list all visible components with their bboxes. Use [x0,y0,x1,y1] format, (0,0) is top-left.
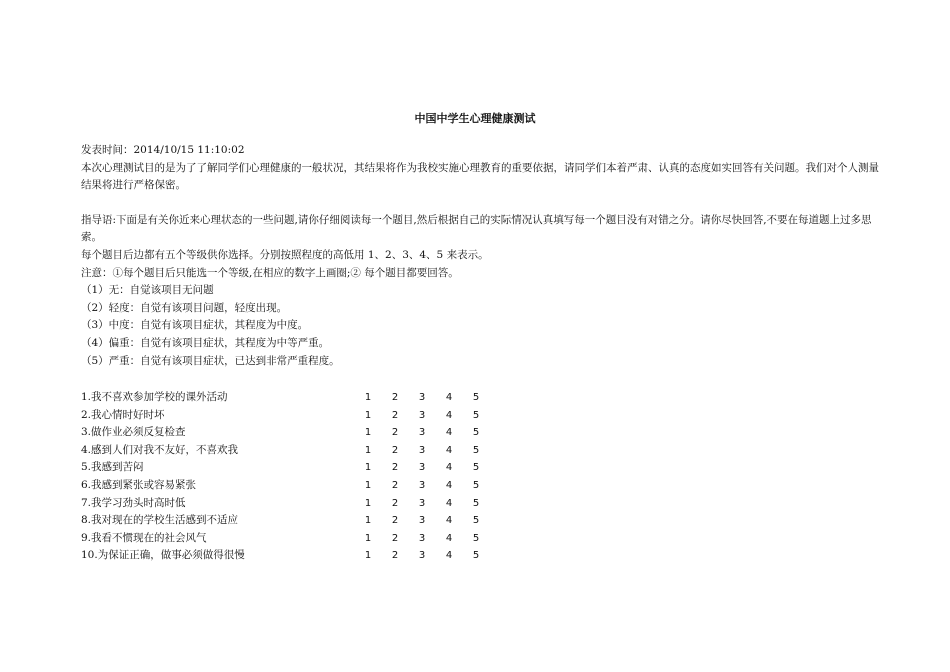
question-row [81,530,501,548]
score-option-5[interactable]: 5 [472,515,480,527]
score-option-3[interactable]: 3 [418,532,426,544]
guide-paragraph: 指导语:下面是有关你近来心理状态的一些问题,请你仔细阅读每一个题目,然后根据自己的实际情况认真填写每一个题目没有对错之分。请你尽快回答,不要在每道题上过多思索。 [81,213,872,244]
score-option-3[interactable]: 3 [418,550,426,562]
score-option-2[interactable]: 2 [391,409,399,421]
score-option-4[interactable]: 4 [445,532,453,544]
score-option-3[interactable]: 3 [418,515,426,527]
score-option-2[interactable]: 2 [391,515,399,527]
score-option-3[interactable]: 3 [418,427,426,439]
score-option-5[interactable]: 5 [472,444,480,456]
level-4: （4）偏重：自觉有该项目症状，其程度为中等严重。 [81,336,330,349]
question-text: 6.我感到紧张或容易紧张 [81,478,197,491]
score-option-4[interactable]: 4 [445,550,453,562]
score-option-5[interactable]: 5 [472,479,480,491]
score-option-2[interactable]: 2 [391,550,399,562]
question-text: 4.感到人们对我不友好，不喜欢我 [81,443,239,456]
score-option-1[interactable]: 1 [364,550,372,562]
score-option-3[interactable]: 3 [418,497,426,509]
intro-paragraph: 本次心理测试目的是为了了解同学们心理健康的一般状况，其结果将作为我校实施心理教育的重要依据，请同学们本着严肃、认真的态度如实回答有关问题。我们对个人测量结果将进行严格保密。 [81,161,879,192]
question-row [81,495,501,513]
question-row [81,407,501,425]
publish-time: 发表时间：2014/10/15 11:10:02 [81,144,245,156]
question-list [81,389,501,565]
score-option-1[interactable]: 1 [364,392,372,403]
score-option-2[interactable]: 2 [391,497,399,509]
score-option-5[interactable]: 5 [472,462,480,474]
question-text: 8.我对现在的学校生活感到不适应 [81,514,239,527]
question-row [81,547,501,565]
level-2: （2）轻度：自觉有该项目问题，轻度出现。 [81,301,288,314]
score-option-3[interactable]: 3 [418,392,426,403]
score-option-1[interactable]: 1 [364,462,372,474]
question-text: 9.我看不惯现在的社会风气 [81,531,207,544]
question-row [81,459,501,477]
score-option-3[interactable]: 3 [418,479,426,491]
score-option-1[interactable]: 1 [364,479,372,491]
spacer [81,195,881,212]
scale-note: 每个题目后边都有五个等级供你选择。分别按照程度的高低用 1、2、3、4、5 来表示。 [81,248,489,261]
attention-note: 注意：①每个题目后只能选一个等级,在相应的数字上画圈;② 每个题目都要回答。 [81,266,459,279]
score-option-1[interactable]: 1 [364,497,372,509]
score-option-5[interactable]: 5 [472,532,480,544]
question-text: 3.做作业必须反复检查 [81,426,186,439]
score-option-3[interactable]: 3 [418,462,426,474]
score-option-3[interactable]: 3 [418,444,426,456]
score-option-5[interactable]: 5 [472,497,480,509]
score-option-2[interactable]: 2 [391,427,399,439]
score-option-4[interactable]: 4 [445,444,453,456]
score-option-4[interactable]: 4 [445,392,453,403]
score-option-5[interactable]: 5 [472,409,480,421]
score-option-4[interactable]: 4 [445,409,453,421]
question-text: 7.我学习劲头时高时低 [81,496,186,509]
instructions-block [81,142,881,370]
score-option-2[interactable]: 2 [391,392,399,403]
question-row [81,512,501,530]
score-option-5[interactable]: 5 [472,427,480,439]
question-text: 1.我不喜欢参加学校的课外活动 [81,391,228,403]
level-3: （3）中度：自觉有该项目症状，其程度为中度。 [81,319,309,332]
score-option-2[interactable]: 2 [391,462,399,474]
score-option-1[interactable]: 1 [364,427,372,439]
score-option-3[interactable]: 3 [418,409,426,421]
question-row [81,442,501,460]
score-option-4[interactable]: 4 [445,479,453,491]
question-text: 10.为保证正确，做事必须做得很慢 [81,549,245,562]
score-option-4[interactable]: 4 [445,462,453,474]
score-option-2[interactable]: 2 [391,532,399,544]
score-option-1[interactable]: 1 [364,409,372,421]
question-row [81,389,501,407]
score-option-5[interactable]: 5 [472,392,480,403]
question-text: 5.我感到苦闷 [81,461,144,474]
level-5: （5）严重：自觉有该项目症状，已达到非常严重程度。 [81,354,340,367]
score-option-1[interactable]: 1 [364,532,372,544]
score-option-2[interactable]: 2 [391,479,399,491]
level-1: （1）无：自觉该项目无问题 [81,284,214,297]
score-option-1[interactable]: 1 [364,444,372,456]
score-option-4[interactable]: 4 [445,515,453,527]
score-option-2[interactable]: 2 [391,444,399,456]
document-title: 中国中学生心理健康测试 [414,112,536,125]
question-row [81,424,501,442]
score-option-5[interactable]: 5 [472,550,480,562]
score-option-4[interactable]: 4 [445,427,453,439]
question-row [81,477,501,495]
question-text: 2.我心情时好时坏 [81,408,165,421]
score-option-4[interactable]: 4 [445,497,453,509]
score-option-1[interactable]: 1 [364,515,372,527]
